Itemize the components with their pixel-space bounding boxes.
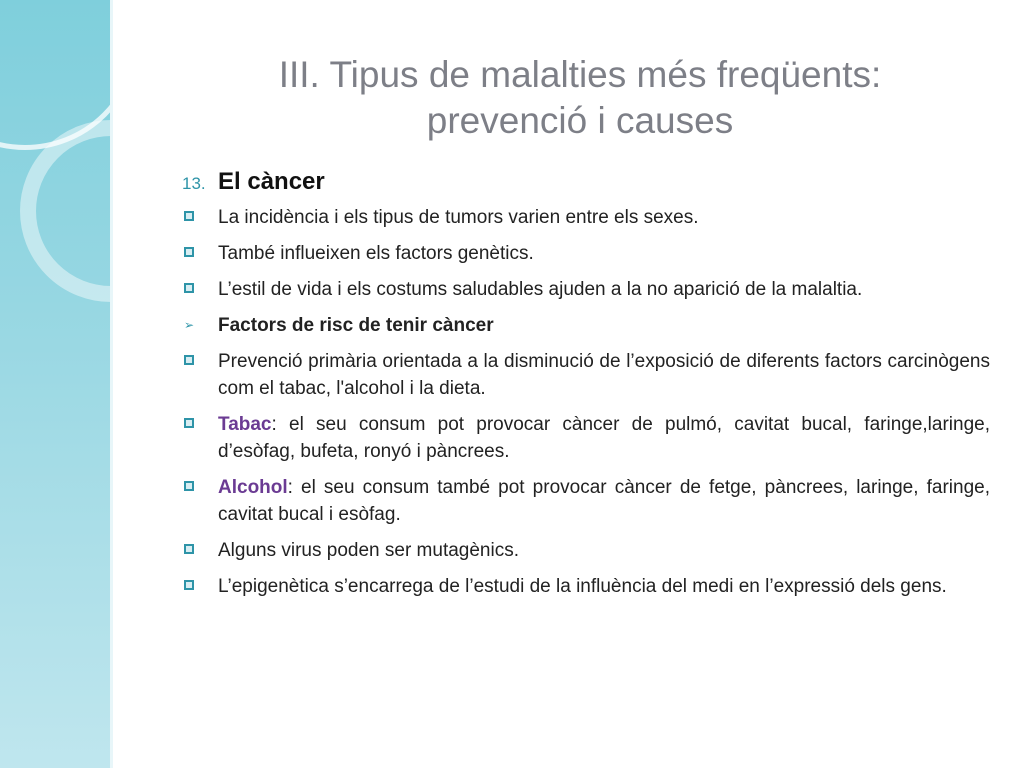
decorative-sidebar: [0, 0, 113, 768]
list-item: [182, 240, 990, 267]
section-number: 13.: [182, 174, 206, 193]
square-bullet-icon: [184, 355, 194, 365]
section-title: El càncer: [218, 168, 325, 195]
square-bullet-icon: [184, 418, 194, 428]
list-item: [182, 276, 990, 303]
list-item: [182, 411, 990, 465]
square-bullet-icon: [184, 283, 194, 293]
list-item: [182, 573, 990, 600]
title-line-1: III. Tipus de malalties més freqüents:: [278, 54, 882, 95]
square-bullet-icon: [184, 211, 194, 221]
item-text: L’estil de vida i els costums saludables ajuden a la no aparició de la malaltia.: [218, 279, 863, 300]
item-text: : el seu consum també pot provocar càncer de fetge, pàncrees, laringe, faringe, cavitat bucal i esòfag.: [218, 477, 990, 525]
square-bullet-icon: [184, 481, 194, 491]
square-bullet-icon: [184, 247, 194, 257]
item-text: Prevenció primària orientada a la disminució de l’exposició de diferents factors carcinògens com el tabac, l'alcohol i la dieta.: [218, 351, 990, 399]
item-term: Alcohol: [218, 477, 288, 498]
square-bullet-icon: [184, 580, 194, 590]
list-item: [182, 348, 990, 402]
item-text: L’epigenètica s’encarrega de l’estudi de la influència del medi en l’expressió dels gens.: [218, 576, 947, 597]
list-item: [182, 537, 990, 564]
item-text: : el seu consum pot provocar càncer de pulmó, cavitat bucal, faringe,laringe, d’esòfag, bufeta, ronyó i pàncrees.: [218, 414, 990, 462]
item-text: La incidència i els tipus de tumors varien entre els sexes.: [218, 207, 699, 228]
list-item: [182, 312, 990, 339]
item-term: Tabac: [218, 414, 272, 435]
list-item: [182, 204, 990, 231]
slide-title: [140, 52, 1020, 144]
title-line-2: prevenció i causes: [426, 100, 734, 141]
arrow-bullet-icon: ➢: [184, 318, 195, 332]
square-bullet-icon: [184, 544, 194, 554]
item-text: Factors de risc de tenir càncer: [218, 315, 494, 336]
item-text: També influeixen els factors genètics.: [218, 243, 534, 264]
slide-content: [182, 168, 990, 609]
item-text: Alguns virus poden ser mutagènics.: [218, 540, 519, 561]
section-heading: [182, 168, 990, 204]
list-item: [182, 474, 990, 528]
